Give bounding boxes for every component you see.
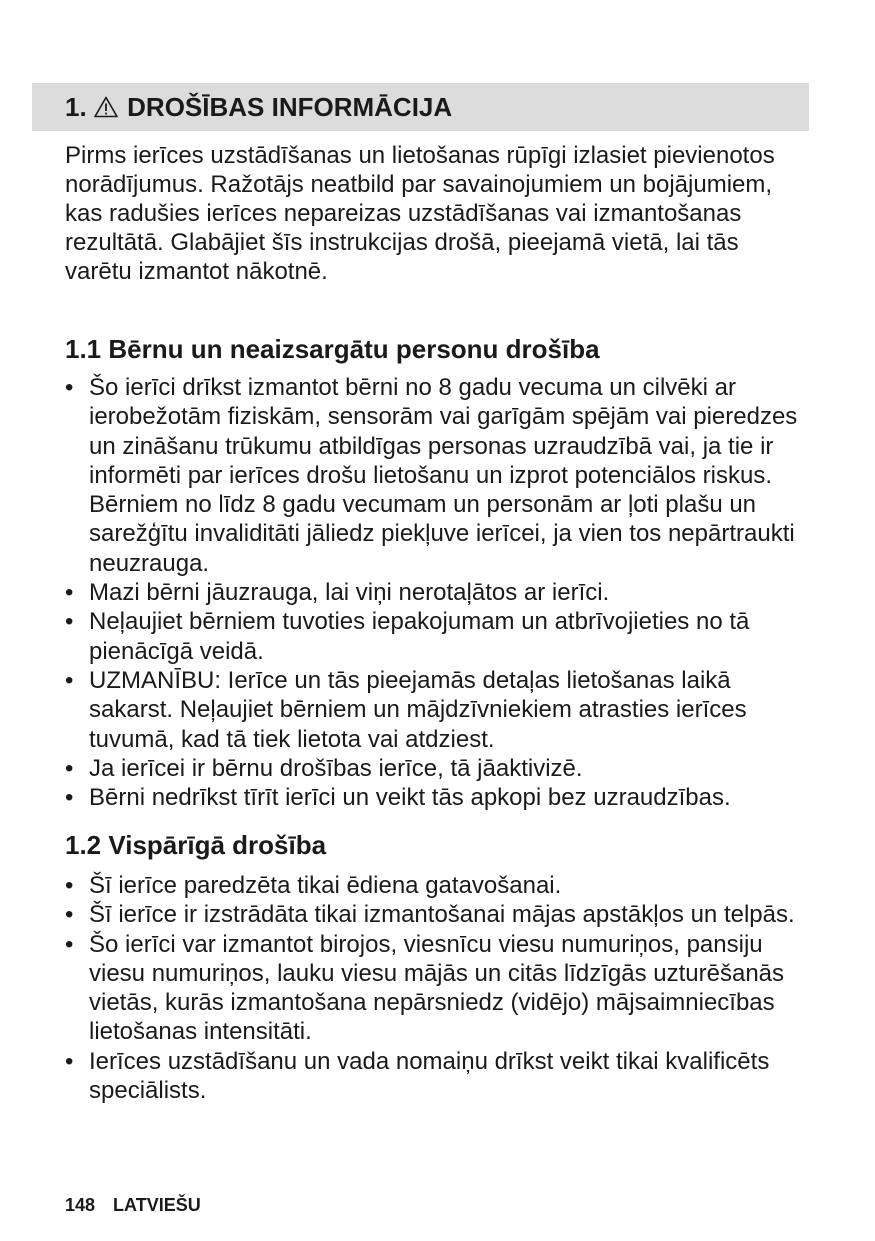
section-heading-text: DROŠĪBAS INFORMĀCIJA (127, 92, 453, 122)
list-item (65, 1047, 815, 1106)
bullet-icon: • (65, 608, 74, 636)
bullet-icon: • (65, 579, 74, 607)
section-title (65, 90, 452, 126)
bullet-icon: • (65, 930, 74, 958)
bullet-icon: • (65, 1047, 74, 1075)
list-item (65, 666, 815, 754)
list-item-text: Ja ierīcei ir bērnu drošības ierīce, tā jāaktivizē. (89, 754, 583, 782)
bullet-icon: • (65, 872, 74, 899)
bullet-icon: • (65, 901, 74, 929)
intro-paragraph: Pirms ierīces uzstādīšanas un lietošanas rūpīgi izlasiet pievienotos norādījumus. Ražotājs neatbild par savainojumiem un bojājumiem, kas radušies ierīces nepareizas uzstādīšanas vai izmantošanas rezultātā. Glabājiet šīs instrukcijas drošā, pieejamā vietā, lai tās varētu izmantot nākotnē. (65, 142, 775, 285)
general-safety-list (65, 871, 815, 1105)
warning-icon (94, 92, 118, 126)
list-item (65, 578, 815, 607)
list-item-text: Šo ierīci var izmantot birojos, viesnīcu viesu numuriņos, pansiju viesu numuriņos, lauku viesu mājās un citās līdzīgās uzturēšanās vietās, kurās izmantošana nepārsniedz (vidējo) mājsaimniecības lietošanas intensitāti. (89, 930, 785, 1046)
list-item-text: Neļaujiet bērniem tuvoties iepakojumam un atbrīvojieties no tā pienācīgā veidā. (89, 608, 750, 665)
list-item (65, 754, 815, 783)
section-number: 1. (65, 92, 87, 122)
list-item-text: UZMANĪBU: Ierīce un tās pieejamās detaļas lietošanas laikā sakarst. Neļaujiet bērniem un mājdzīvniekiem atrasties ierīces tuvumā, kad tā tiek lietota vai atdziest. (89, 666, 747, 753)
list-item-text: Bērni nedrīkst tīrīt ierīci un veikt tās apkopi bez uzraudzības. (89, 784, 731, 812)
list-item-text: Mazi bērni jāuzrauga, lai viņi nerotaļātos ar ierīci. (89, 579, 610, 607)
footer-language: LATVIEŠU (113, 1195, 201, 1215)
bullet-icon: • (65, 754, 74, 782)
page-number: 148 (65, 1195, 96, 1215)
list-item (65, 900, 815, 929)
list-item (65, 373, 815, 578)
bullet-icon: • (65, 784, 74, 812)
list-item (65, 783, 815, 812)
subsection-title-general-safety: 1.2 Vispārīgā drošība (65, 830, 327, 860)
list-item-text: Ierīces uzstādīšanu un vada nomaiņu drīkst veikt tikai kvalificēts speciālists. (89, 1047, 770, 1105)
page-footer (65, 1193, 201, 1217)
list-item-text: Šī ierīce ir izstrādāta tikai izmantošanai mājas apstākļos un telpās. (89, 901, 795, 929)
bullet-icon: • (65, 666, 74, 694)
list-item (65, 607, 815, 666)
subsection-title-children-safety: 1.1 Bērnu un neaizsargātu personu drošība (65, 334, 600, 364)
children-safety-list (65, 373, 815, 812)
list-item-text: Šī ierīce paredzēta tikai ēdiena gatavošanai. (89, 872, 562, 899)
bullet-icon: • (65, 374, 74, 401)
list-item-text: Šo ierīci drīkst izmantot bērni no 8 gadu vecuma un cilvēki ar ierobežotām fiziskām, sensorām vai garīgām spējām vai pieredzes un zināšanu trūkumu atbildīgas personas uzraudzībā vai, ja tie ir informēti par ierīces drošu lietošanu un izprot potenciālos riskus. Bērniem no līdz 8 gadu vecumam un personām ar ļoti plašu un sarežģītu invaliditāti jāliedz piekļuve ierīcei, ja vien tos nepārtraukti neuzrauga. (89, 374, 798, 577)
list-item (65, 930, 815, 1047)
list-item (65, 871, 815, 900)
